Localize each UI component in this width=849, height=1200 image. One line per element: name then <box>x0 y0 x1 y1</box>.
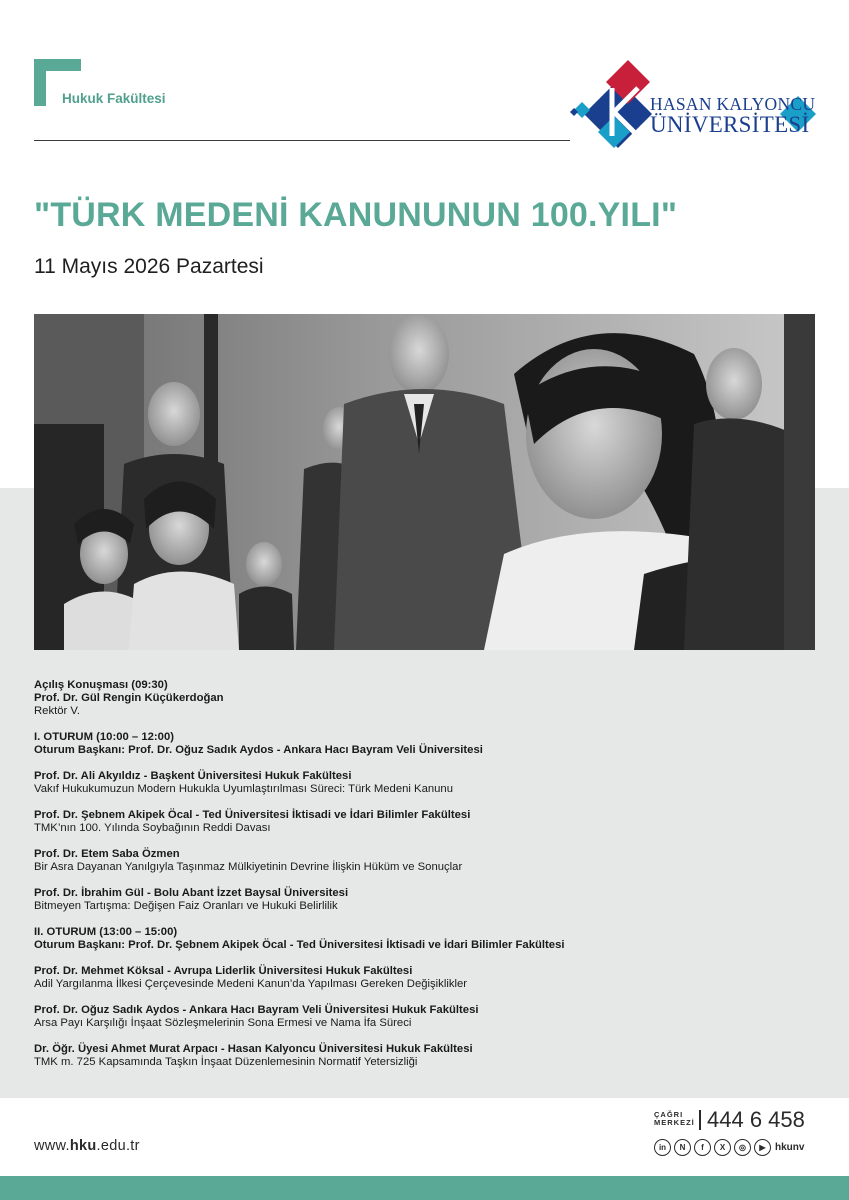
call-center-line1: ÇAĞRI <box>654 1110 684 1119</box>
program-item <box>34 965 814 991</box>
program-detail: Bir Asra Dayanan Yanılgıyla Taşınmaz Mülkiyetinin Devrine İlişkin Hüküm ve Sonuçlar <box>34 861 463 873</box>
event-title: "TÜRK MEDENİ KANUNUNUN 100.YILI" <box>34 196 678 234</box>
program-heading: Prof. Dr. Etem Saba Özmen <box>34 848 180 860</box>
program-detail: TMK m. 725 Kapsamında Taşkın İnşaat Düzenlemesinin Normatif Yetersizliği <box>34 1056 418 1068</box>
logo-text-line1: HASAN KALYONCU <box>650 94 816 114</box>
program-item <box>34 848 814 874</box>
event-date: 11 Mayıs 2026 Pazartesi <box>34 255 264 278</box>
website-domain: hku <box>69 1138 97 1154</box>
website-suffix: .edu.tr <box>96 1138 140 1154</box>
program-item <box>34 809 814 835</box>
x-icon[interactable]: X <box>714 1139 731 1156</box>
program-heading: Prof. Dr. Gül Rengin Küçükerdoğan <box>34 692 224 704</box>
social-links <box>654 1139 804 1156</box>
program-item <box>34 887 814 913</box>
program-heading: Açılış Konuşması (09:30) <box>34 679 168 691</box>
nsosyal-icon[interactable]: N <box>674 1139 691 1156</box>
social-handle[interactable]: hkunv <box>775 1142 805 1153</box>
program-heading: Prof. Dr. Oğuz Sadık Aydos - Ankara Hacı Bayram Veli Üniversitesi Hukuk Fakültesi <box>34 1004 479 1016</box>
program-detail: Vakıf Hukukumuzun Modern Hukukla Uyumlaştırılması Süreci: Türk Medeni Kanunu <box>34 783 453 795</box>
program-heading: Prof. Dr. Mehmet Köksal - Avrupa Liderlik Üniversitesi Hukuk Fakültesi <box>34 965 413 977</box>
program-item <box>34 1004 814 1030</box>
program-heading: Oturum Başkanı: Prof. Dr. Oğuz Sadık Aydos - Ankara Hacı Bayram Veli Üniversitesi <box>34 744 483 756</box>
program-detail: TMK’nın 100. Yılında Soybağının Reddi Davası <box>34 822 271 834</box>
program-item <box>34 926 814 952</box>
program-detail: Rektör V. <box>34 705 81 717</box>
youtube-icon[interactable]: ▶ <box>754 1139 771 1156</box>
facebook-icon[interactable]: f <box>694 1139 711 1156</box>
program-schedule <box>34 679 814 1082</box>
logo-text-line2: ÜNİVERSİTESİ <box>650 112 810 137</box>
program-detail: Arsa Payı Karşılığı İnşaat Sözleşmelerinin Sona Ermesi ve Nama İfa Süreci <box>34 1017 412 1029</box>
faculty-label: Hukuk Fakültesi <box>62 91 166 106</box>
call-center-line2: MERKEZİ <box>654 1118 695 1127</box>
linkedin-icon[interactable]: in <box>654 1139 671 1156</box>
program-detail: Bitmeyen Tartışma: Değişen Faiz Oranları ve Hukuki Belirlilik <box>34 900 338 912</box>
program-detail: Adil Yargılanma İlkesi Çerçevesinde Medeni Kanun’da Yapılması Gereken Değişiklikler <box>34 978 468 990</box>
call-center-label <box>654 1111 695 1127</box>
program-heading: Oturum Başkanı: Prof. Dr. Şebnem Akipek Öcal - Ted Üniversitesi İktisadi ve İdari Bilimler Fakültesi <box>34 939 565 951</box>
program-heading: Dr. Öğr. Üyesi Ahmet Murat Arpacı - Hasan Kalyoncu Üniversitesi Hukuk Fakültesi <box>34 1043 473 1055</box>
phone-number[interactable]: 444 6 458 <box>707 1107 805 1132</box>
historical-photo <box>34 314 815 650</box>
program-heading: II. OTURUM (13:00 – 15:00) <box>34 926 178 938</box>
program-heading: Prof. Dr. Şebnem Akipek Öcal - Ted Üniversitesi İktisadi ve İdari Bilimler Fakültesi <box>34 809 471 821</box>
website-prefix: www. <box>34 1138 70 1154</box>
program-heading: I. OTURUM (10:00 – 12:00) <box>34 731 174 743</box>
program-heading: Prof. Dr. İbrahim Gül - Bolu Abant İzzet Baysal Üniversitesi <box>34 887 349 899</box>
program-item <box>34 731 814 757</box>
call-center-divider <box>699 1110 701 1130</box>
website-url[interactable] <box>34 1138 140 1154</box>
program-item <box>34 1043 814 1069</box>
header-divider <box>34 140 570 141</box>
bottom-accent-bar <box>0 1176 849 1200</box>
program-item <box>34 770 814 796</box>
program-heading: Prof. Dr. Ali Akyıldız - Başkent Üniversitesi Hukuk Fakültesi <box>34 770 352 782</box>
program-item <box>34 679 814 718</box>
instagram-icon[interactable]: ◎ <box>734 1139 751 1156</box>
